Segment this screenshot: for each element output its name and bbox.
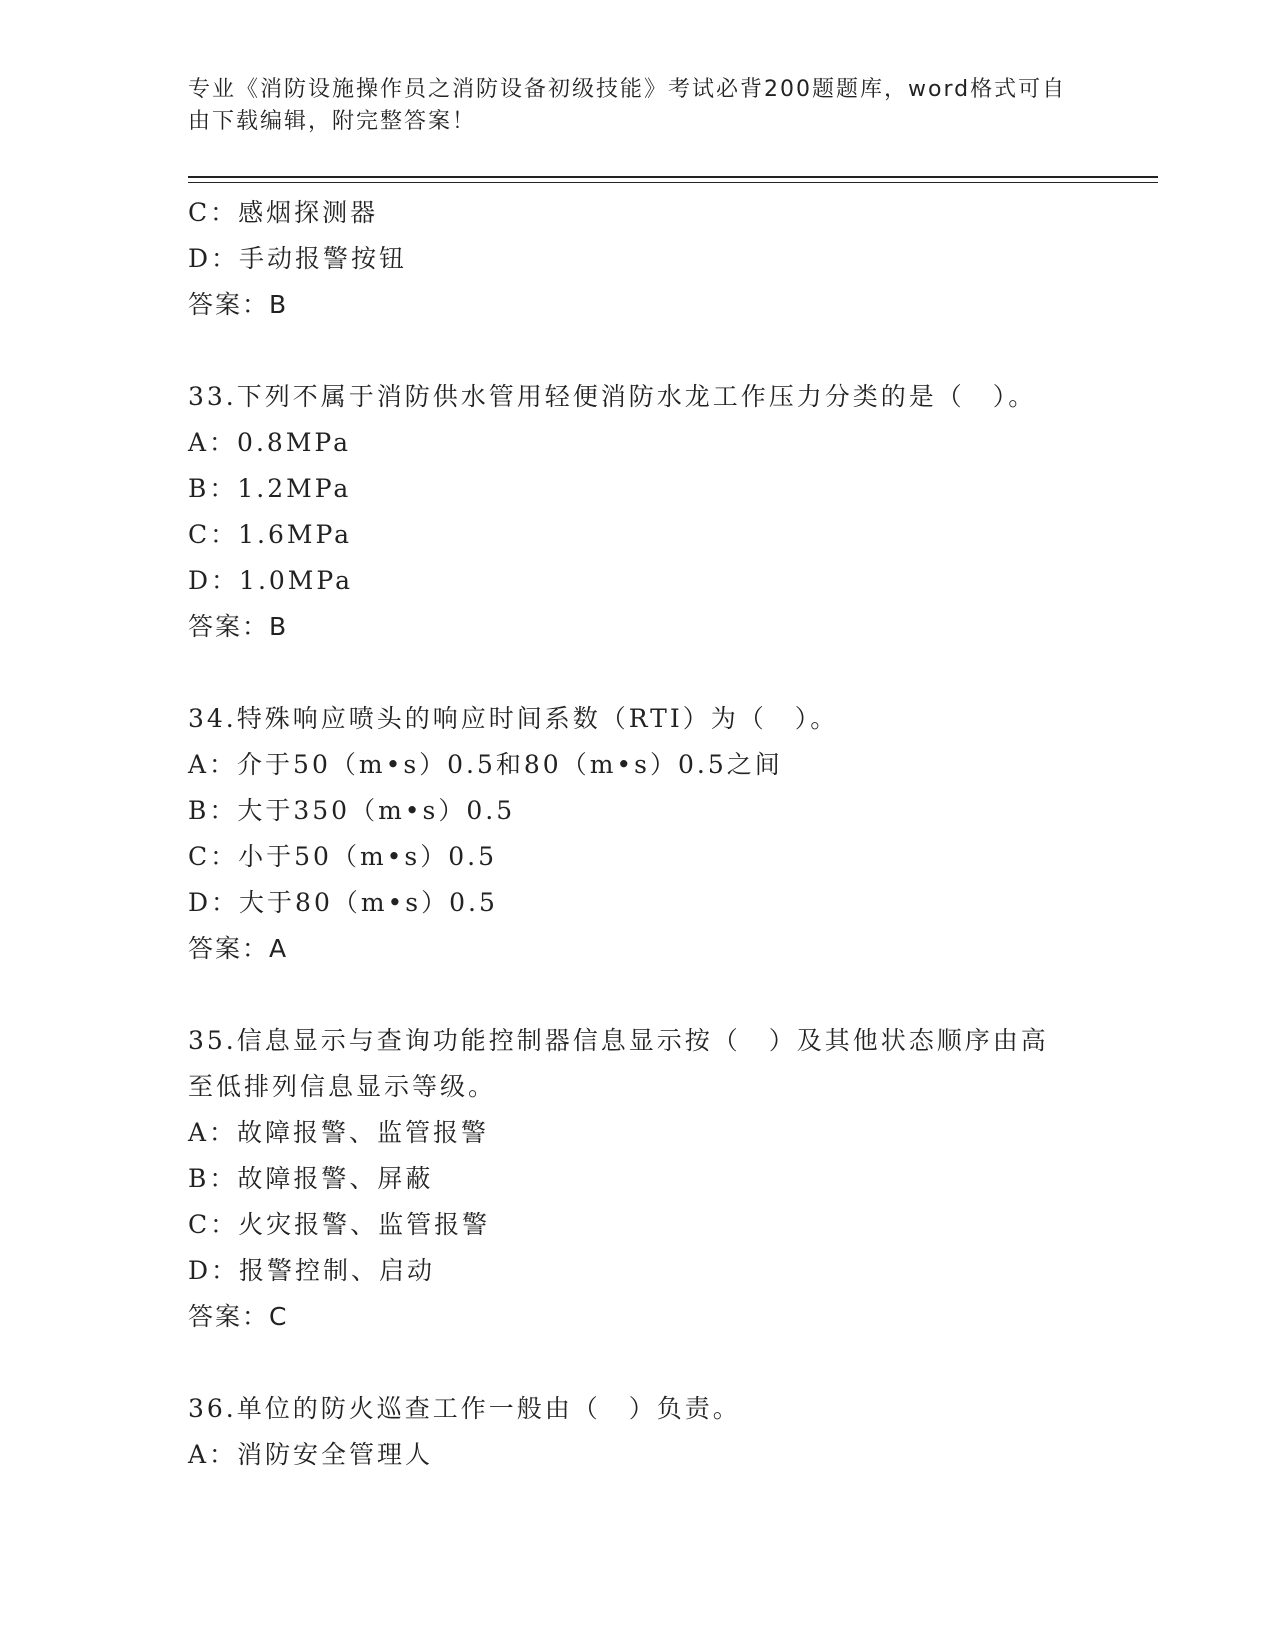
question-text: 34.特殊响应喷头的响应时间系数（RTI）为（ ）。 (188, 704, 839, 733)
question-34 (188, 696, 1088, 972)
header-divider-thick (188, 176, 1158, 178)
option-a: A：消防安全管理人 (188, 1440, 434, 1469)
question-32-tail (188, 190, 1088, 328)
question-list (188, 190, 1088, 1478)
header-divider-thin (188, 182, 1158, 183)
option-c: C：1.6MPa (188, 520, 353, 549)
option-c: C：小于50（m•s）0.5 (188, 842, 497, 871)
spacer (188, 1340, 1088, 1386)
option-b: B：1.2MPa (188, 474, 352, 503)
answer: 答案：C (188, 1302, 289, 1331)
answer: 答案：A (188, 934, 289, 963)
spacer (188, 650, 1088, 696)
option-a: A：0.8MPa (188, 428, 352, 457)
option-c: C：火灾报警、监管报警 (188, 1210, 491, 1239)
question-36 (188, 1386, 1088, 1478)
option-d: D：报警控制、启动 (188, 1256, 436, 1285)
question-text-line-1: 35.信息显示与查询功能控制器信息显示按（ ）及其他状态顺序由高 (188, 1026, 1049, 1055)
question-text-line-2: 至低排列信息显示等级。 (188, 1072, 497, 1101)
option-c: C：感烟探测器 (188, 198, 379, 227)
spacer (188, 972, 1088, 1018)
option-a: A：故障报警、监管报警 (188, 1118, 490, 1147)
option-b: B：故障报警、屏蔽 (188, 1164, 434, 1193)
answer: 答案：B (188, 290, 289, 319)
option-d: D：大于80（m•s）0.5 (188, 888, 498, 917)
option-a: A：介于50（m•s）0.5和80（m•s）0.5之间 (188, 750, 783, 779)
document-header: 专业《消防设施操作员之消防设备初级技能》考试必背200题题库，word格式可自由下载编辑，附完整答案！ (188, 77, 1067, 134)
option-b: B：大于350（m•s）0.5 (188, 796, 516, 825)
answer: 答案：B (188, 612, 289, 641)
question-text: 33.下列不属于消防供水管用轻便消防水龙工作压力分类的是（ ）。 (188, 382, 1037, 411)
question-35 (188, 1018, 1088, 1340)
question-33 (188, 374, 1088, 650)
option-d: D：1.0MPa (188, 566, 354, 595)
spacer (188, 328, 1088, 374)
question-text: 36.单位的防火巡查工作一般由（ ）负责。 (188, 1394, 741, 1423)
option-d: D：手动报警按钮 (188, 244, 408, 273)
